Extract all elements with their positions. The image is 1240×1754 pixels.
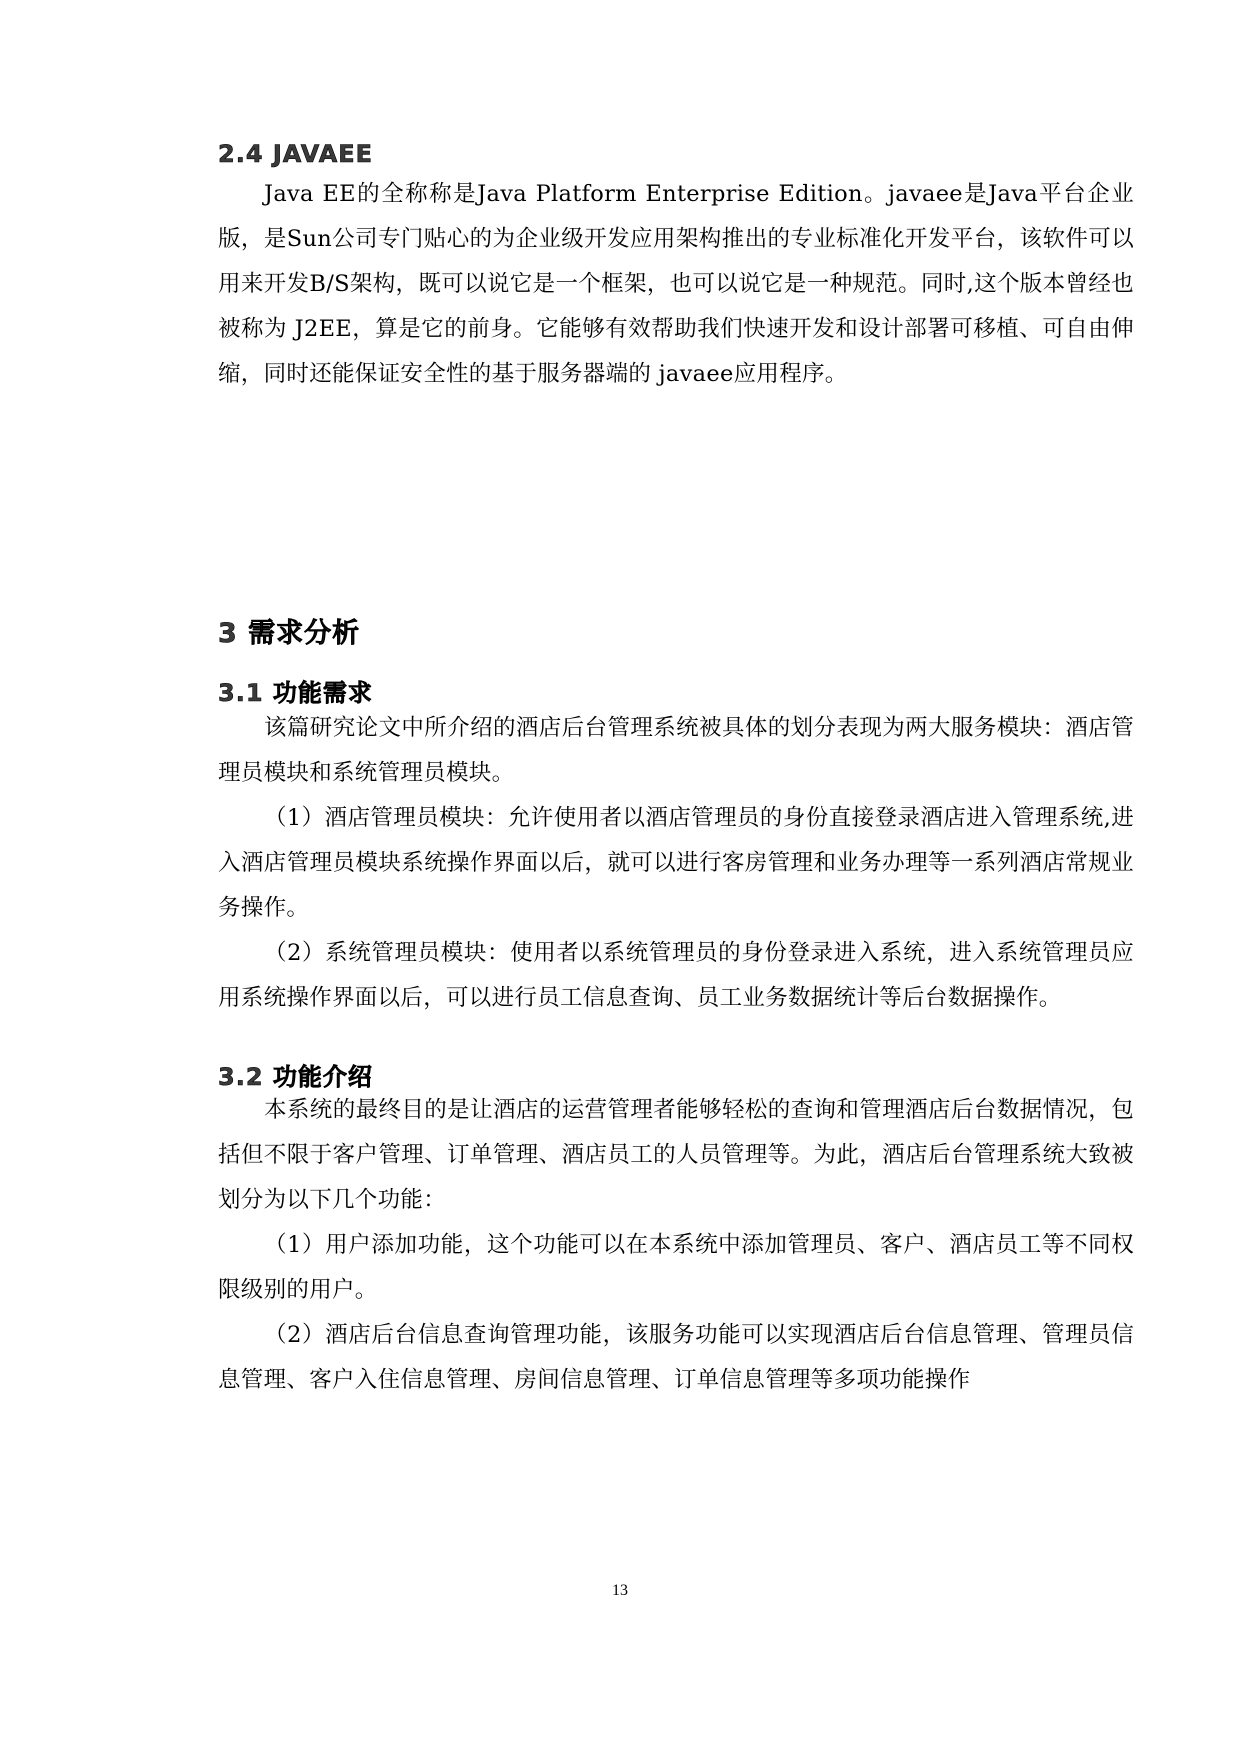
chapter-heading-3: 3 需求分析 (218, 618, 361, 649)
paragraph-function-intro: 本系统的最终目的是让酒店的运营管理者能够轻松的查询和管理酒店后台数据情况，包括但不限于客户管理、订单管理、酒店员工的人员管理等。为此，酒店后台管理系统大致被划分为以下几个功能： (218, 1097, 1134, 1213)
section-heading-3-1: 3.1 功能需求 (218, 679, 373, 707)
paragraph-info-query-function: （2）酒店后台信息查询管理功能，该服务功能可以实现酒店后台信息管理、管理员信息管理、客户入住信息管理、房间信息管理、订单信息管理等多项功能操作 (218, 1322, 1134, 1393)
paragraph-system-admin-module: （2）系统管理员模块：使用者以系统管理员的身份登录进入系统，进入系统管理员应用系统操作界面以后，可以进行员工信息查询、员工业务数据统计等后台数据操作。 (218, 940, 1134, 1011)
section-heading-3-2: 3.2 功能介绍 (218, 1063, 373, 1091)
paragraph-functional-requirements-intro: 该篇研究论文中所介绍的酒店后台管理系统被具体的划分表现为两大服务模块：酒店管理员模块和系统管理员模块。 (218, 715, 1134, 786)
section-heading-2-4: 2.4 JAVAEE (218, 140, 374, 168)
paragraph-hotel-admin-module: （1）酒店管理员模块：允许使用者以酒店管理员的身份直接登录酒店进入管理系统,进入酒店管理员模块系统操作界面以后，就可以进行客房管理和业务办理等一系列酒店常规业务操作。 (218, 805, 1134, 921)
page-number: 13 (612, 1582, 628, 1599)
paragraph-javaee: Java EE的全称称是Java Platform Enterprise Edition。javaee是Java平台企业版，是Sun公司专门贴心的为企业级开发应用架构推出的专业标准化开发平台，该软件可以用来开发B/S架构，既可以说它是一个框架，也可以说它是一种规范。同时,这个版本曾经也被称为 J2EE，算是它的前身。它能够有效帮助我们快速开发和设计部署可移植、可自由伸缩，同时还能保证安全性的基于服务器端的 javaee应用程序。 (218, 181, 1134, 387)
paragraph-user-add-function: （1）用户添加功能，这个功能可以在本系统中添加管理员、客户、酒店员工等不同权限级别的用户。 (218, 1232, 1134, 1303)
